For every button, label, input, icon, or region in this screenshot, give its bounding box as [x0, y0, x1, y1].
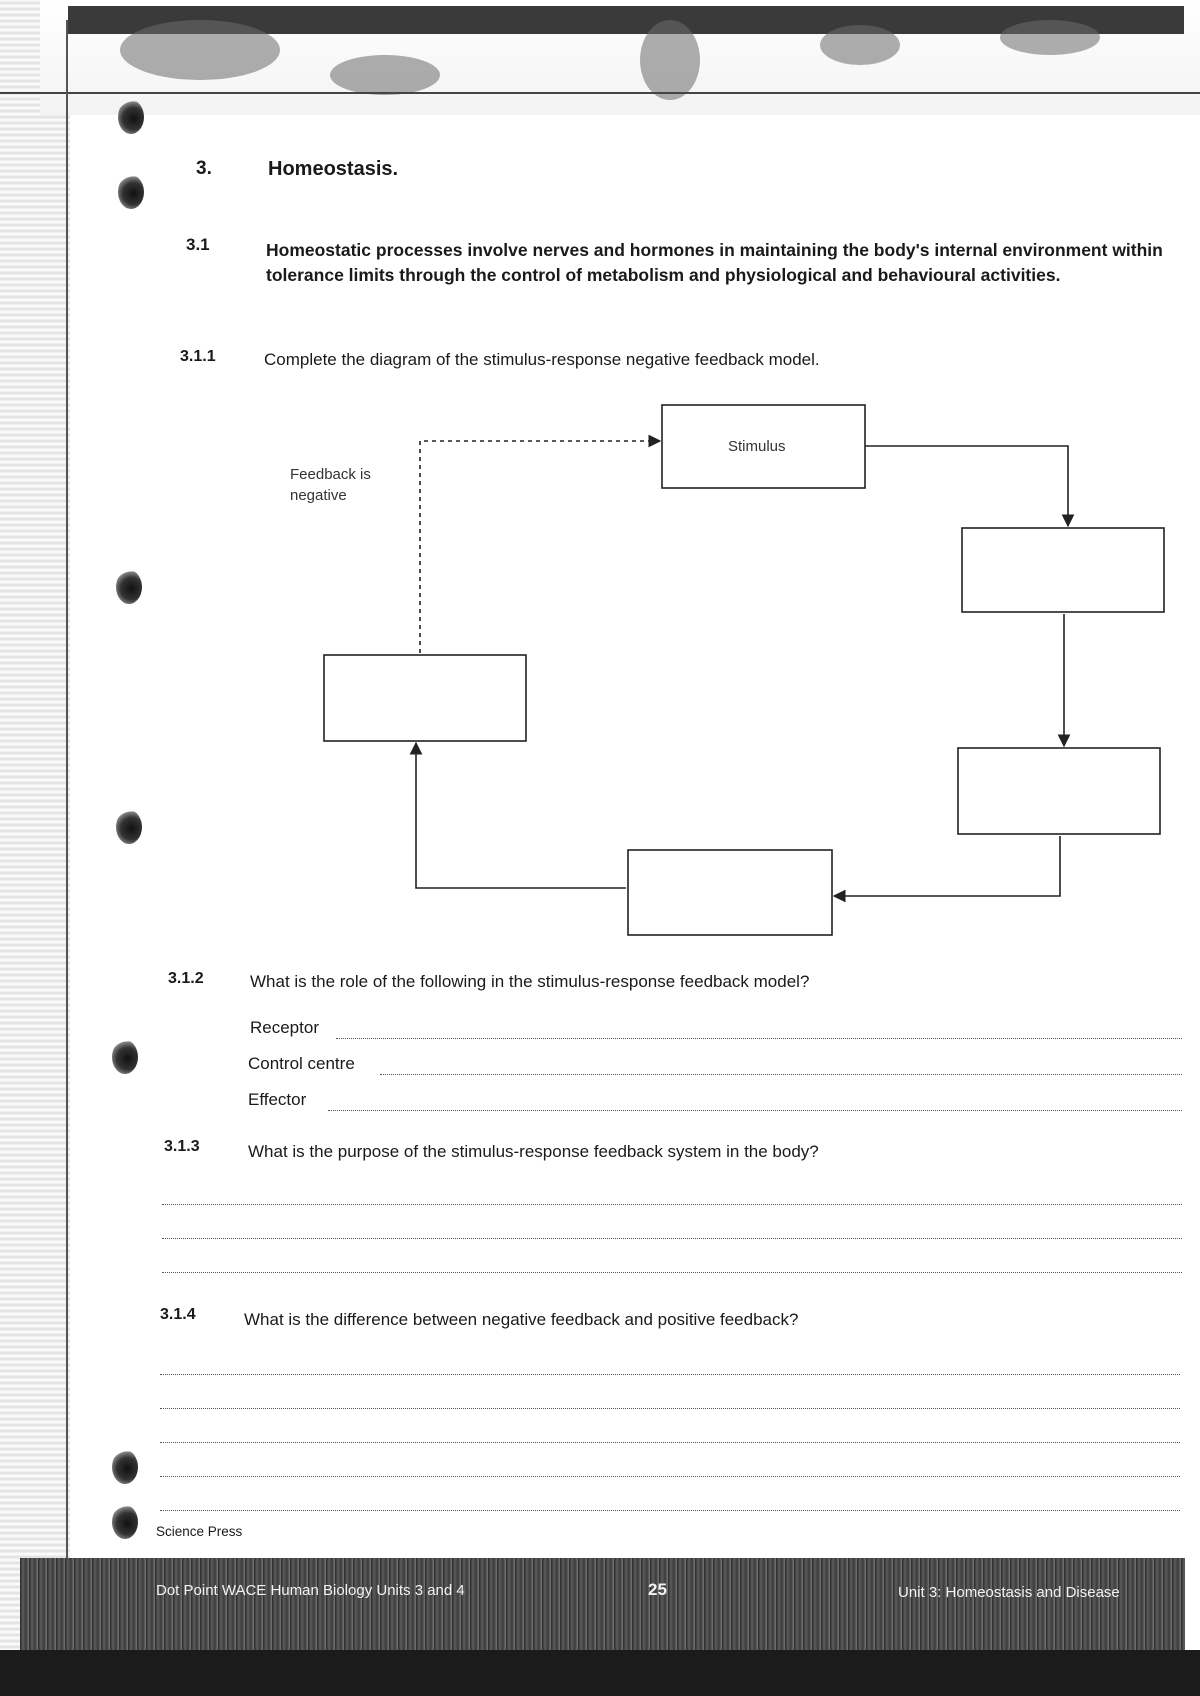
receptor-answer-line[interactable] [336, 1038, 1182, 1039]
dashed-feedback-arrow [420, 441, 660, 653]
question-number: 3.1.4 [160, 1306, 196, 1323]
control-centre-label: Control centre [248, 1054, 355, 1073]
page-number: 25 [648, 1580, 667, 1599]
feedback-label-line1: Feedback is [290, 466, 371, 483]
question-number: 3.1.2 [168, 970, 204, 987]
section-number: 3. [196, 158, 212, 179]
punch-hole [112, 1450, 138, 1484]
answer-line[interactable] [162, 1272, 1182, 1273]
arrow-stimulus-to-receptor [865, 446, 1068, 526]
answer-line[interactable] [160, 1476, 1180, 1477]
unit-title: Unit 3: Homeostasis and Disease [898, 1584, 1120, 1601]
control-centre-answer-line[interactable] [380, 1074, 1182, 1075]
question-number: 3.1.3 [164, 1138, 200, 1155]
punch-hole [112, 1040, 138, 1074]
receptor-label: Receptor [250, 1018, 319, 1037]
effector-label: Effector [248, 1090, 307, 1109]
question-text: What is the purpose of the stimulus-response feedback system in the body? [248, 1142, 819, 1161]
arrow-control-to-effector [834, 836, 1060, 896]
subsection-number: 3.1 [186, 235, 210, 254]
question-text: What is the difference between negative feedback and positive feedback? [244, 1310, 799, 1329]
answer-line[interactable] [160, 1442, 1180, 1443]
section-title: Homeostasis. [268, 158, 399, 180]
question-number: 3.1.1 [180, 348, 216, 365]
question-text: What is the role of the following in the stimulus-response feedback model? [250, 972, 810, 991]
subsection-text: Homeostatic processes involve nerves and hormones in maintaining the body's internal environment within tolerance limits through the control of metabolism and physiological and behavioural activities. [266, 240, 1163, 285]
publisher-name: Science Press [156, 1524, 243, 1539]
punch-hole [112, 1505, 138, 1539]
answer-line[interactable] [160, 1510, 1180, 1511]
effector-answer-box[interactable] [628, 850, 832, 935]
effector-answer-line[interactable] [328, 1110, 1182, 1111]
question-text: Complete the diagram of the stimulus-response negative feedback model. [264, 350, 820, 369]
arrow-effector-to-response [416, 743, 626, 888]
receptor-answer-box[interactable] [962, 528, 1164, 612]
answer-line[interactable] [162, 1204, 1182, 1205]
stimulus-label: Stimulus [728, 438, 786, 455]
footer-dark-strip [0, 1650, 1200, 1696]
answer-line[interactable] [160, 1408, 1180, 1409]
answer-line[interactable] [160, 1374, 1180, 1375]
feedback-label-line2: negative [290, 487, 347, 504]
book-title: Dot Point WACE Human Biology Units 3 and 4 [156, 1582, 465, 1599]
answer-line[interactable] [162, 1238, 1182, 1239]
response-answer-box[interactable] [324, 655, 526, 741]
control-centre-answer-box[interactable] [958, 748, 1160, 834]
